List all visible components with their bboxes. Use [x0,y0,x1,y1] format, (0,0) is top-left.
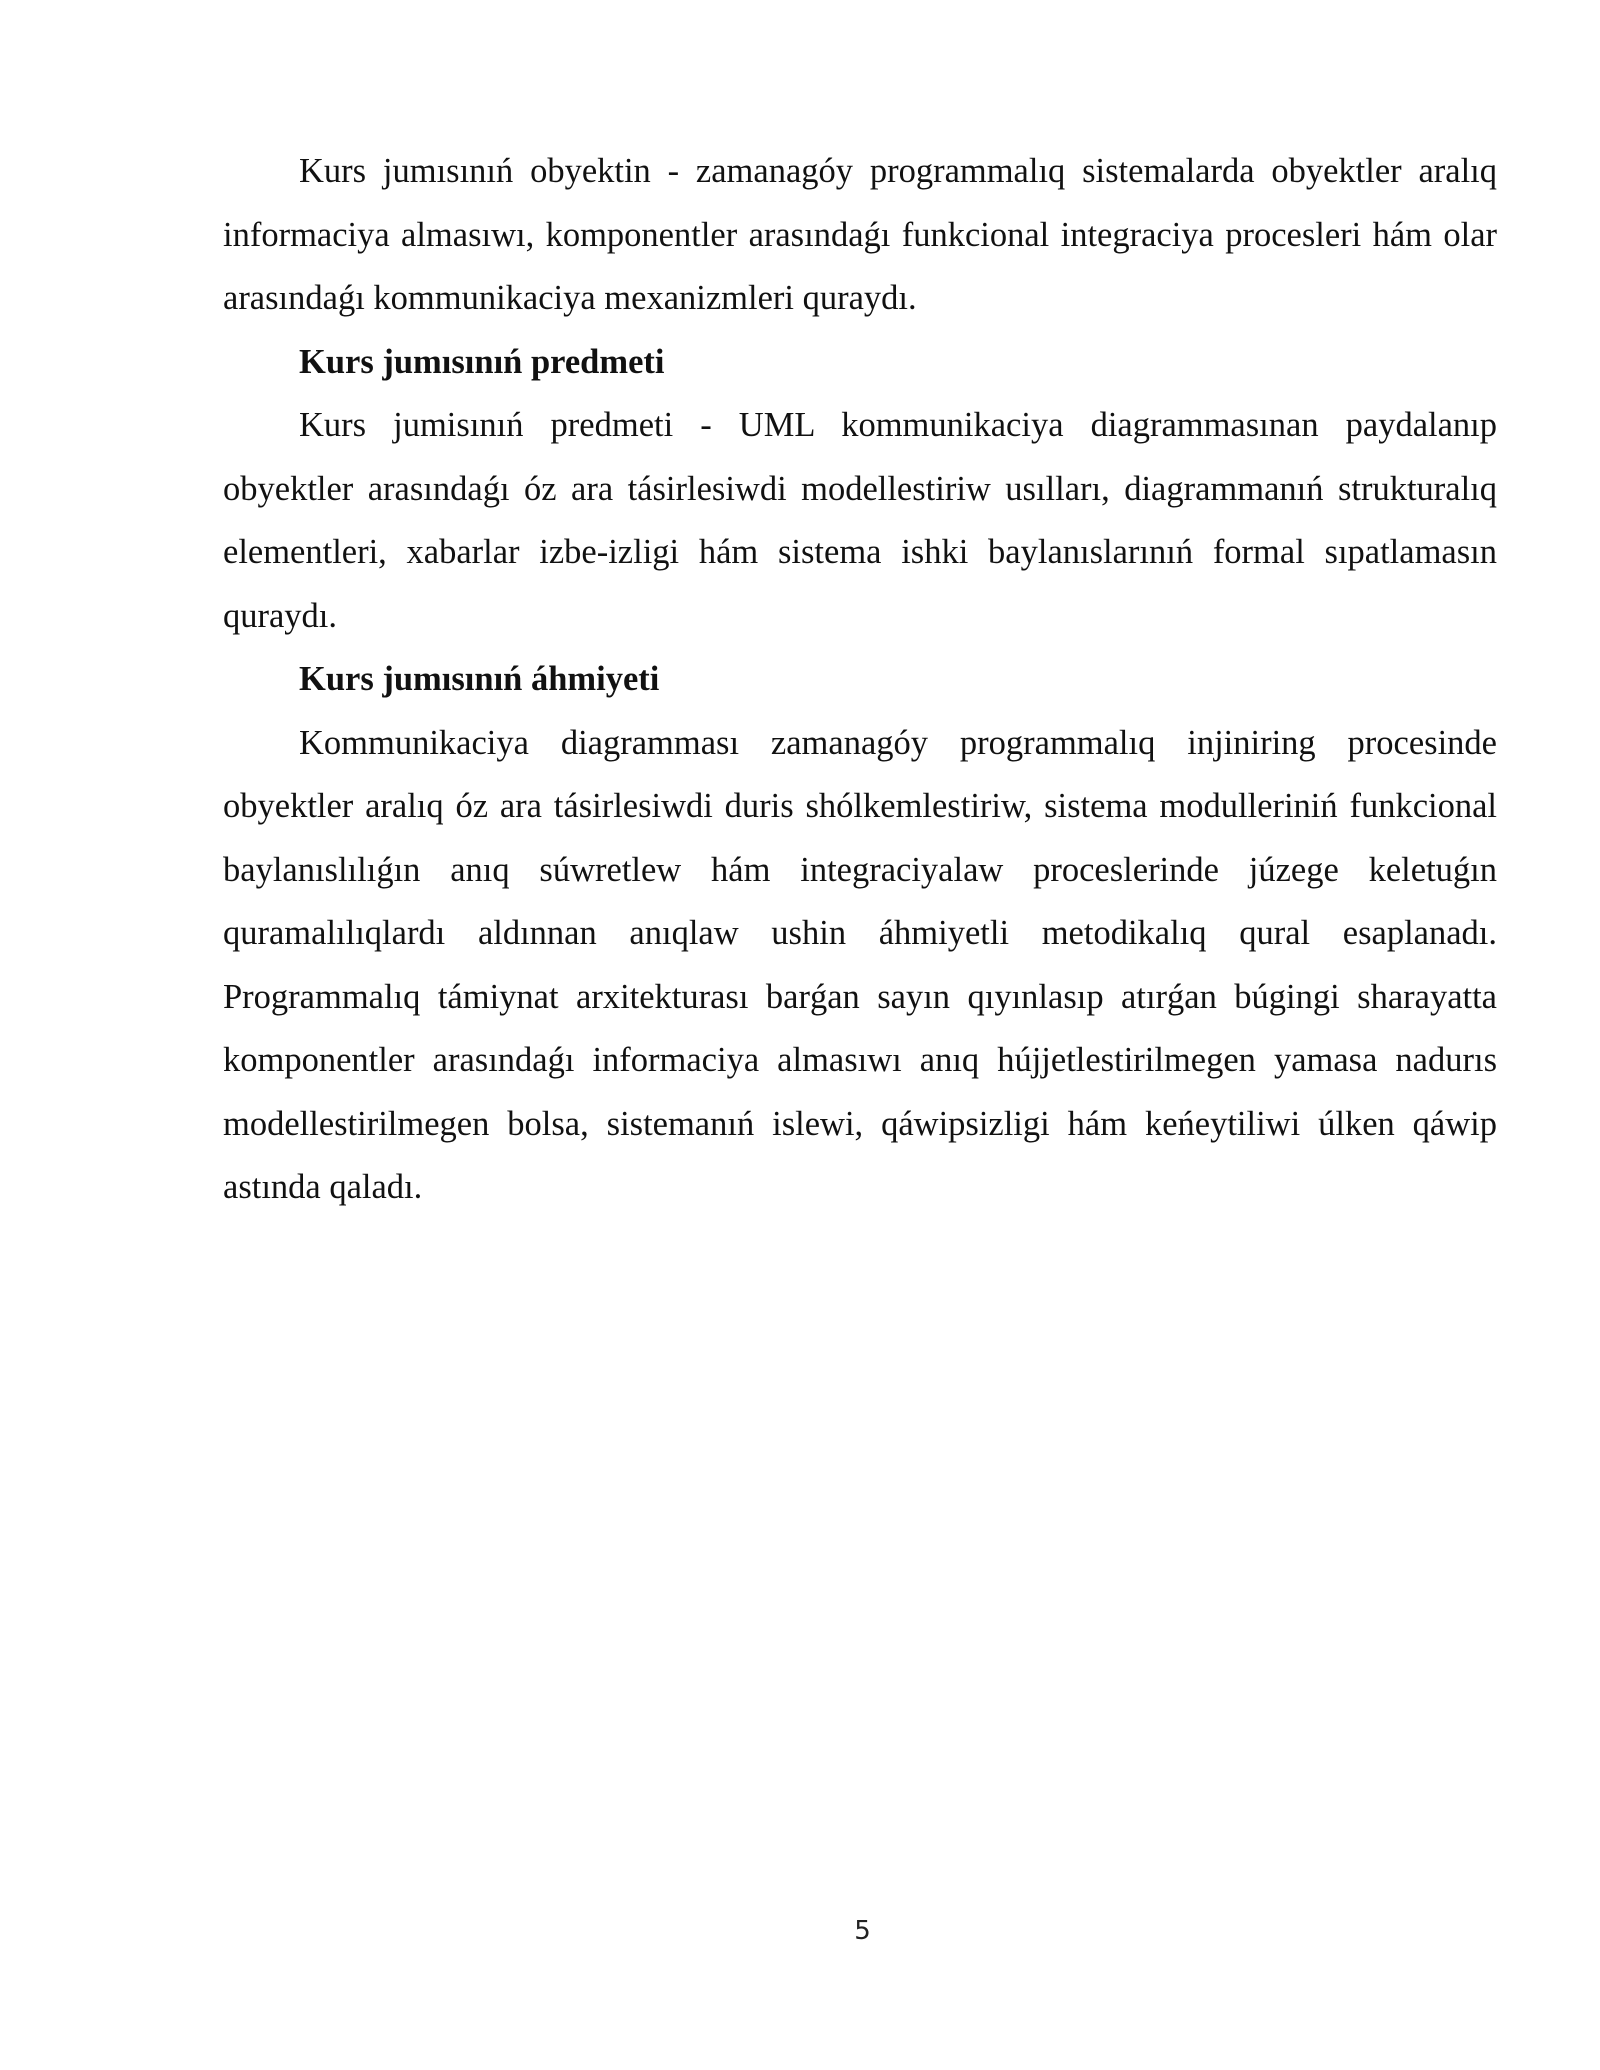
paragraph-subject: Kurs jumisınıń predmeti - UML kommunikaciya diagrammasınan paydalanıp obyektler arasındaǵı óz ara tásirlesiwdi modellestiriw usılları, diagrammanıń strukturalıq elementleri, xabarlar izbe-izligi hám sistema ishki baylanıslarınıń formal sıpatlamasın quraydı. [223,406,1497,635]
heading-importance: Kurs jumısınıń áhmiyeti [299,660,660,698]
heading-subject: Kurs jumısınıń predmeti [299,342,665,381]
page-number: 5 [854,1916,871,1946]
paragraph-importance: Kommunikaciya diagramması zamanagóy programmalıq injiniring procesinde obyektler aralıq óz ara tásirlesiwdi duris shólkemlestiriw, sistema modulleriniń funkcional baylanıslılıǵın anıq súwretlew hám integraciyalaw proceslerinde júzege keletuǵın quramalılıqlardı aldınnan anıqlaw ushin áhmiyetli metodikalıq qural esaplanadı. Programmalıq támiynat arxitekturası barǵan sayın qıyınlasıp atırǵan búgingi sharayatta komponentler arasındaǵı informaciya almasıwı anıq hújjetlestirilmegen yamasa nadurıs modellestirilmegen bolsa, sistemanıń islewi, qáwipsizligi hám keńeytiliwi úlken qáwip astında qaladı. [223,723,1497,1206]
paragraph-object: Kurs jumısınıń obyektin - zamanagóy programmalıq sistemalarda obyektler aralıq informaciya almasıwı, komponentler arasındaǵı funkcional integraciya procesleri hám olar arasındaǵı kommunikaciya mexanizmleri quraydı. [223,152,1497,317]
document-body [223,140,1497,1220]
